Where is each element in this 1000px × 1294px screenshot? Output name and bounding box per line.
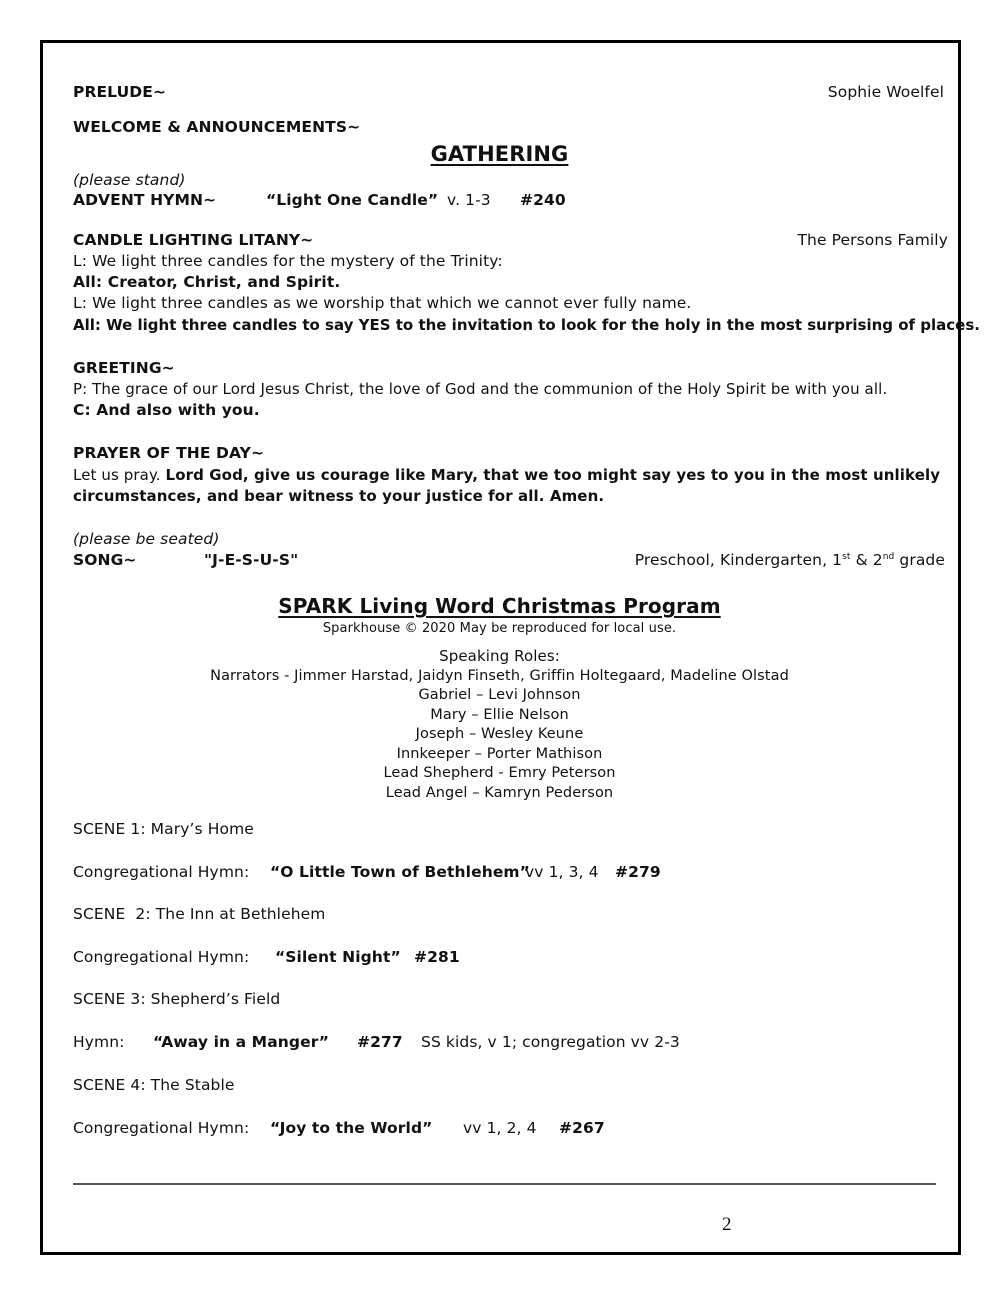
scene-3: SCENE 3: Shepherd’s Field xyxy=(73,990,281,1008)
hymn-1-line xyxy=(73,862,661,882)
litany-line: All: We light three candles to say YES to the invitation to look for the holy in the most surprising of places. xyxy=(73,316,980,334)
litany-line: All: Creator, Christ, and Spirit. xyxy=(73,273,341,291)
hymn-3-note: SS kids, v 1; congregation vv 2-3 xyxy=(421,1033,680,1051)
prelude-label: PRELUDE~ xyxy=(73,83,167,101)
program-title: SPARK Living Word Christmas Program xyxy=(278,594,721,618)
performers-mid: & 2 xyxy=(850,551,883,569)
litany-line: L: We light three candles as we worship that which we cannot ever fully name. xyxy=(73,294,692,312)
hymn-1-title: “O Little Town of Bethlehem” xyxy=(270,863,530,881)
song-title: "J-E-S-U-S" xyxy=(204,551,299,569)
advent-hymn-label: ADVENT HYMN~ xyxy=(73,191,217,209)
hymn-3-title: “Away in a Manger” xyxy=(153,1033,330,1051)
hymn-1-label: Congregational Hymn: xyxy=(73,863,250,881)
prayer-intro: Let us pray. xyxy=(73,466,161,484)
program-copyright: Sparkhouse © 2020 May be reproduced for local use. xyxy=(322,621,677,636)
song-performers xyxy=(635,550,945,570)
hymn-2-label: Congregational Hymn: xyxy=(73,948,250,966)
prayer-line-2: circumstances, and bear witness to your justice for all. Amen. xyxy=(73,487,605,505)
advent-hymn-title: “Light One Candle” xyxy=(266,191,439,209)
welcome-label: WELCOME & ANNOUNCEMENTS~ xyxy=(73,118,361,136)
hymn-4-verses: vv 1, 2, 4 xyxy=(463,1119,537,1137)
roles-heading: Speaking Roles: xyxy=(439,647,560,665)
greeting-pastor: P: The grace of our Lord Jesus Christ, the love of God and the communion of the Holy Spirit be with you all. xyxy=(73,380,888,398)
hymn-4-line xyxy=(73,1118,605,1138)
hymn-3-line xyxy=(73,1032,680,1052)
hymn-2-line xyxy=(73,947,460,967)
page-number: 2 xyxy=(722,1214,732,1235)
performers-prefix: Preschool, Kindergarten, 1 xyxy=(634,551,843,569)
scene-1: SCENE 1: Mary’s Home xyxy=(73,820,254,838)
scene-4: SCENE 4: The Stable xyxy=(73,1076,235,1094)
hymn-3-number: #277 xyxy=(357,1033,403,1051)
role-item: Mary – Ellie Nelson xyxy=(430,707,569,723)
advent-hymn-verses: v. 1-3 xyxy=(447,191,491,209)
role-item: Gabriel – Levi Johnson xyxy=(418,687,581,703)
greeting-label: GREETING~ xyxy=(73,359,175,377)
greeting-congregation: C: And also with you. xyxy=(73,401,260,419)
performers-suffix: grade xyxy=(894,551,945,569)
prayer-label: PRAYER OF THE DAY~ xyxy=(73,444,265,462)
song-label: SONG~ xyxy=(73,551,137,569)
candle-litany-label: CANDLE LIGHTING LITANY~ xyxy=(73,231,314,249)
role-item: Innkeeper – Porter Mathison xyxy=(396,746,603,762)
ordinal-nd: nd xyxy=(882,552,895,562)
candle-litany-leader: The Persons Family xyxy=(797,231,948,249)
hymn-4-label: Congregational Hymn: xyxy=(73,1119,250,1137)
advent-hymn-line xyxy=(73,190,566,210)
seated-note: (please be seated) xyxy=(73,530,220,548)
hymn-1-verses: vv 1, 3, 4 xyxy=(525,863,599,881)
role-item: Joseph – Wesley Keune xyxy=(415,726,584,742)
role-item: Narrators - Jimmer Harstad, Jaidyn Finseth, Griffin Holtegaard, Madeline Olstad xyxy=(210,668,789,684)
advent-hymn-number: #240 xyxy=(520,191,566,209)
scene-2: SCENE 2: The Inn at Bethlehem xyxy=(73,905,326,923)
hymn-1-number: #279 xyxy=(615,863,661,881)
hymn-2-title: “Silent Night” xyxy=(275,948,401,966)
role-item: Lead Angel – Kamryn Pederson xyxy=(385,785,614,801)
stand-note: (please stand) xyxy=(73,171,186,189)
footer-rule xyxy=(73,1183,936,1185)
ordinal-st: st xyxy=(842,552,851,562)
litany-line: L: We light three candles for the mystery of the Trinity: xyxy=(73,252,503,270)
prayer-text-1: Lord God, give us courage like Mary, that we too might say yes to you in the most unlikely xyxy=(165,466,941,484)
role-item: Lead Shepherd - Emry Peterson xyxy=(383,765,616,781)
prayer-line-1 xyxy=(73,465,940,485)
hymn-4-number: #267 xyxy=(559,1119,605,1137)
hymn-2-number: #281 xyxy=(414,948,460,966)
hymn-4-title: “Joy to the World” xyxy=(270,1119,433,1137)
song-line xyxy=(73,550,299,570)
prelude-performer: Sophie Woelfel xyxy=(827,83,944,101)
gathering-heading: GATHERING xyxy=(430,142,569,166)
hymn-3-label: Hymn: xyxy=(73,1033,125,1051)
